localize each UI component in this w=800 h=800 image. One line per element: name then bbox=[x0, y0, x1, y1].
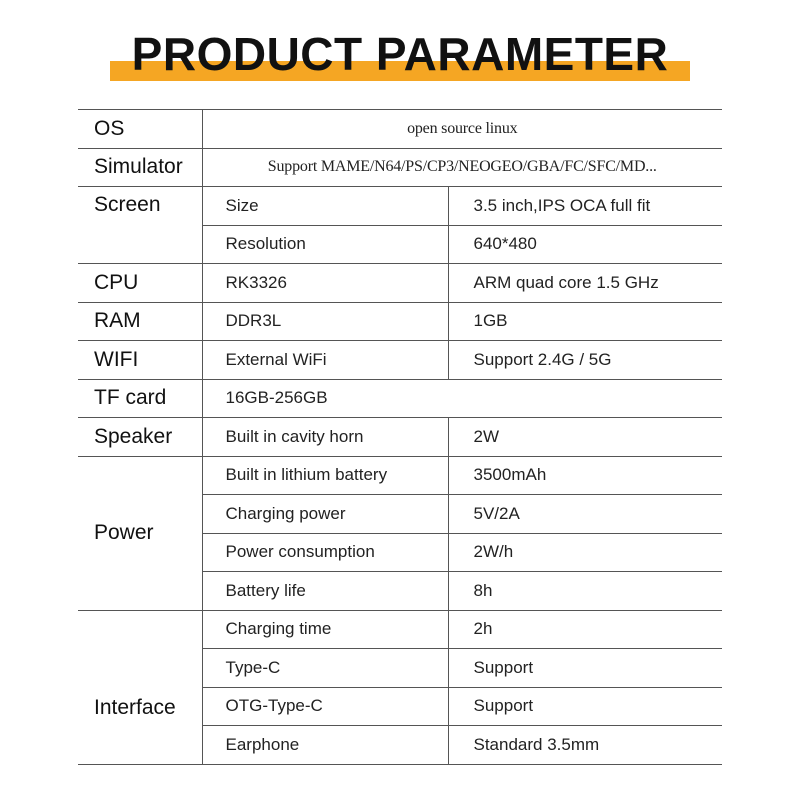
row-label: RAM bbox=[78, 302, 202, 341]
table-row-interface-charging-time bbox=[78, 610, 722, 649]
row-sublabel: RK3326 bbox=[202, 264, 448, 303]
row-label: WIFI bbox=[78, 341, 202, 380]
row-value: 8h bbox=[448, 572, 722, 611]
row-sublabel: Built in lithium battery bbox=[202, 456, 448, 495]
row-value: 5V/2A bbox=[448, 495, 722, 534]
row-sublabel: Battery life bbox=[202, 572, 448, 611]
row-sublabel: Size bbox=[202, 187, 448, 226]
row-label: TF card bbox=[78, 379, 202, 418]
table-row-screen-size bbox=[78, 187, 722, 226]
row-value: 3.5 inch,IPS OCA full fit bbox=[448, 187, 722, 226]
page-title: PRODUCT PARAMETER bbox=[131, 28, 669, 80]
row-label: Simulator bbox=[78, 148, 202, 187]
table-row-wifi bbox=[78, 341, 722, 380]
row-label: Power bbox=[78, 456, 202, 610]
table-row-ram bbox=[78, 302, 722, 341]
row-value: 2W bbox=[448, 418, 722, 457]
row-sublabel: DDR3L bbox=[202, 302, 448, 341]
row-label: Screen bbox=[78, 187, 202, 264]
row-sublabel: Power consumption bbox=[202, 533, 448, 572]
row-value: 1GB bbox=[448, 302, 722, 341]
row-value: Support MAME/N64/PS/CP3/NEOGEO/GBA/FC/SFC/MD... bbox=[202, 148, 722, 187]
row-value: Support bbox=[448, 687, 722, 726]
row-value: 3500mAh bbox=[448, 456, 722, 495]
row-value: 16GB-256GB bbox=[202, 379, 722, 418]
table-row-speaker bbox=[78, 418, 722, 457]
row-label: CPU bbox=[78, 264, 202, 303]
row-sublabel: External WiFi bbox=[202, 341, 448, 380]
row-sublabel: Resolution bbox=[202, 225, 448, 264]
row-sublabel: Type-C bbox=[202, 649, 448, 688]
row-sublabel: Charging time bbox=[202, 610, 448, 649]
table-row-power-battery bbox=[78, 456, 722, 495]
row-value: 2W/h bbox=[448, 533, 722, 572]
row-value: 2h bbox=[448, 610, 722, 649]
parameter-table bbox=[78, 109, 722, 765]
table-row-cpu bbox=[78, 264, 722, 303]
row-value: open source linux bbox=[202, 110, 722, 149]
table-row-os bbox=[78, 110, 722, 149]
row-value: Support 2.4G / 5G bbox=[448, 341, 722, 380]
row-value: Support bbox=[448, 649, 722, 688]
row-value: ARM quad core 1.5 GHz bbox=[448, 264, 722, 303]
row-sublabel: Earphone bbox=[202, 726, 448, 765]
row-sublabel: OTG-Type-C bbox=[202, 687, 448, 726]
row-label: Interface bbox=[78, 610, 202, 764]
row-label: Speaker bbox=[78, 418, 202, 457]
title-area bbox=[0, 0, 800, 100]
row-label: OS bbox=[78, 110, 202, 149]
table-row-simulator bbox=[78, 148, 722, 187]
table-row-tf-card bbox=[78, 379, 722, 418]
row-sublabel: Built in cavity horn bbox=[202, 418, 448, 457]
row-sublabel: Charging power bbox=[202, 495, 448, 534]
row-value: 640*480 bbox=[448, 225, 722, 264]
row-value: Standard 3.5mm bbox=[448, 726, 722, 765]
